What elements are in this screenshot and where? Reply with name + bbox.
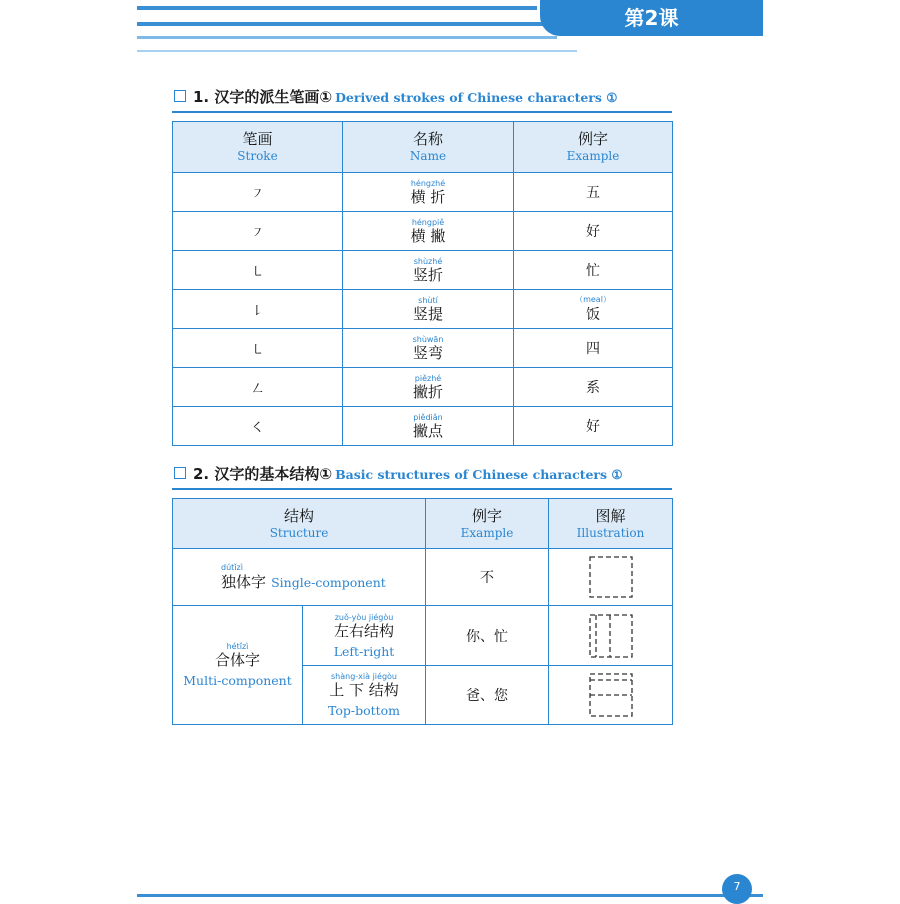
stroke-glyph: ㇛	[250, 420, 264, 436]
header-stripe	[137, 36, 557, 39]
stroke-name: 撇点	[412, 421, 443, 440]
example-char: 爸、您	[466, 688, 508, 704]
example-cell	[514, 212, 673, 251]
section2-title-cn: 2. 汉字的基本结构①	[193, 465, 333, 483]
name-cell	[343, 251, 514, 290]
structure-name-en: Top-bottom	[327, 703, 401, 718]
name-cell	[343, 212, 514, 251]
example-header: 例字 Example	[426, 499, 549, 549]
example-cell	[514, 329, 673, 368]
stroke-cell	[173, 212, 343, 251]
top-bottom-diagram	[589, 673, 633, 717]
pinyin: shùzhé	[413, 256, 443, 266]
table-row	[173, 329, 673, 368]
stroke-glyph: ㇇	[250, 225, 264, 241]
example-char: 好	[586, 419, 600, 435]
name-cell	[343, 329, 514, 368]
stroke-cell	[173, 329, 343, 368]
pinyin: dútǐzì	[221, 563, 243, 572]
structure-name-cn: 独体字	[221, 573, 267, 591]
stroke-name: 竖提	[412, 304, 443, 323]
example-cell	[514, 407, 673, 446]
example-cell	[514, 251, 673, 290]
stroke-glyph: ㇄	[250, 264, 264, 280]
table-row	[173, 173, 673, 212]
name-cell	[343, 407, 514, 446]
header-stripe	[137, 6, 537, 10]
header-stripe	[137, 22, 557, 26]
footer-stripe	[137, 894, 763, 897]
stroke-glyph: ㇜	[250, 381, 264, 397]
pinyin: héngzhé	[410, 178, 446, 188]
page-number: 7	[722, 874, 752, 904]
pinyin: héngpiě	[411, 217, 445, 227]
single-component-cell	[173, 549, 426, 606]
structure-name-en: Multi-component	[183, 673, 292, 688]
pinyin: shùtí	[418, 295, 438, 305]
illustration-header: 图解 Illustration	[549, 499, 673, 549]
table-row	[173, 251, 673, 290]
section2-heading	[174, 465, 623, 483]
illustration-cell	[549, 666, 673, 725]
meaning-note: （meal）	[575, 294, 611, 304]
structure-name-cn: 左右结构	[333, 621, 394, 640]
stroke-name: 竖弯	[412, 343, 443, 362]
single-component-diagram	[589, 556, 633, 598]
section2-rule	[172, 488, 672, 490]
example-cell	[514, 173, 673, 212]
stroke-glyph: ㇇	[250, 186, 264, 202]
stroke-cell	[173, 368, 343, 407]
table-row	[173, 290, 673, 329]
example-cell	[514, 290, 673, 329]
example-char: 忙	[586, 263, 600, 279]
pinyin: hétǐzì	[226, 642, 249, 651]
table-row	[173, 368, 673, 407]
pinyin: shùwān	[412, 334, 444, 344]
table-header-row	[173, 122, 673, 173]
lesson-tab: 第2课	[540, 0, 763, 36]
stroke-cell	[173, 251, 343, 290]
pinyin: zuǒ-yòu jiégòu	[334, 612, 394, 622]
left-right-diagram	[589, 614, 633, 658]
illustration-cell	[549, 606, 673, 666]
checkbox-icon	[174, 467, 186, 479]
stroke-name: 竖折	[412, 265, 443, 284]
header-stripe	[137, 50, 577, 52]
section1-title-en: Derived strokes of Chinese characters ①	[335, 90, 618, 105]
stroke-glyph: ㇙	[250, 303, 264, 319]
name-cell	[343, 290, 514, 329]
pinyin: piězhé	[414, 373, 442, 383]
example-char: 五	[586, 185, 600, 201]
structure-name-cn: 合体字	[214, 651, 260, 669]
example-char: 不	[480, 570, 494, 586]
table-row	[173, 407, 673, 446]
table-row	[173, 212, 673, 251]
checkbox-icon	[174, 90, 186, 102]
derived-strokes-table	[172, 121, 673, 446]
table-row	[173, 549, 673, 606]
section1-heading	[174, 88, 617, 106]
example-char: 你、忙	[466, 628, 508, 645]
pinyin: shàng-xià jiégòu	[331, 672, 397, 681]
structure-name-cn: 上 下 结构	[329, 681, 399, 699]
top-bottom-cell	[303, 666, 426, 725]
name-cell	[343, 173, 514, 212]
stroke-header: 笔画 Stroke	[173, 122, 343, 173]
multi-component-cell	[173, 606, 303, 725]
section1-rule	[172, 111, 672, 113]
pinyin: piědiǎn	[413, 412, 443, 422]
table-header-row	[173, 499, 673, 549]
left-right-cell	[303, 606, 426, 666]
example-char: 系	[586, 380, 600, 396]
stroke-name: 撇折	[412, 382, 443, 401]
example-cell	[514, 368, 673, 407]
structure-name-en: Single-component	[271, 575, 386, 590]
example-char: 好	[586, 224, 600, 240]
example-cell	[426, 666, 549, 725]
stroke-name: 横 撇	[410, 226, 446, 245]
stroke-glyph: ㇄	[250, 342, 264, 358]
structure-name-en: Left-right	[333, 643, 395, 659]
stroke-cell	[173, 173, 343, 212]
stroke-cell	[173, 407, 343, 446]
stroke-cell	[173, 290, 343, 329]
structure-header: 结构 Structure	[173, 499, 426, 549]
stroke-name: 横 折	[410, 187, 446, 206]
basic-structures-table	[172, 498, 673, 725]
name-header: 名称 Name	[343, 122, 514, 173]
example-char: 四	[586, 341, 600, 357]
section1-title-cn: 1. 汉字的派生笔画①	[193, 88, 333, 106]
example-header: 例字 Example	[514, 122, 673, 173]
example-cell	[426, 549, 549, 606]
section2-title-en: Basic structures of Chinese characters ①	[335, 467, 623, 482]
name-cell	[343, 368, 514, 407]
example-cell	[426, 606, 549, 666]
table-row	[173, 606, 673, 666]
illustration-cell	[549, 549, 673, 606]
example-char: 饭	[586, 306, 600, 323]
